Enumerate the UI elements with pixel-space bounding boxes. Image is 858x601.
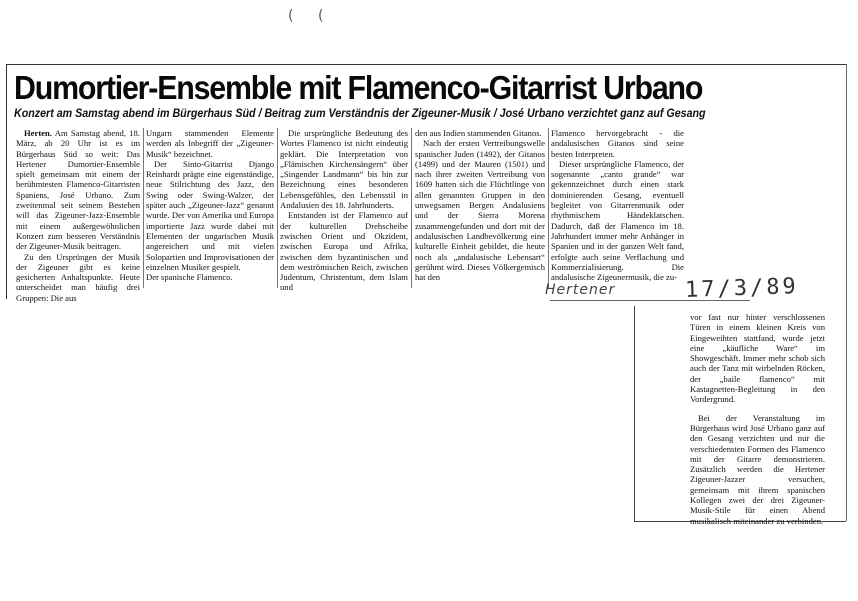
paragraph: Flamenco hervorgebracht - die andalusischen Gitanos sind seine besten Interpreten. [551, 128, 684, 159]
clipping-border-left [6, 64, 7, 299]
paragraph: Ungarn stammenden Elemente werden als Inbegriff der „Zigeuner-Musik“ bezeichnet. [146, 128, 274, 159]
handwritten-source: Hertener [545, 282, 616, 298]
column-rule [548, 128, 549, 288]
column-rule [277, 128, 278, 288]
paragraph: Nach der ersten Vertreibungswelle spanischer Juden (1492), der Gitanos (1499) und der Mauren (1501) und nach ihrer zweiten Vertreibung von 1609 hatten sich die Flüchtlinge von allen genannten Gruppen in den unwegsamen Bergen Andalusiens und der Sierra Morena zusammengefunden und dort mit der andalusischen Landbevölkerung eine kulturelle Einheit gebildet, die heute noch als „andalusische Lebensart“ gerühmt wird. Dieses Völkergemisch hat den [415, 138, 545, 283]
paragraph: den aus Indien stammenden Gitanos. [415, 128, 542, 138]
article-column-4 [415, 128, 545, 282]
dateline: Herten. [24, 128, 52, 138]
headline: Dumortier-Ensemble mit Flamenco-Gitarrist Urbano [14, 69, 703, 106]
scan-artifact: ( [288, 8, 294, 24]
paragraph: Herten. Am Samstag abend, 18. März, ab 20 Uhr ist es im Bürgerhaus Süd so weit: Das Hertener Dumortier-Ensemble spielt gemeinsam mit einem der berühmtesten Flamenco-Gitarristen Spaniens, José Urbano. Zum zweitenmal seit seinem Bestehen will das Zigeuner-Jazz-Ensemble mit einem außergewöhnlichen Konzert zum besseren Verständnis der Zigeuner-Musik beitragen. [16, 128, 140, 252]
section-heading: Der spanische Flamenco. [146, 272, 233, 283]
paragraph: Dieser ursprüngliche Flamenco, der sogenannte „canto grande“ war gekennzeichnet durch einen stark dominierenden Gesang, eventuell begleitet von Gitarrenmusik oder rhythmischem Händeklatschen. Dadurch, daß der Flamenco im 18. Jahrhundert immer mehr Anhänger in Spanien und in der ganzen Welt fand, erfolgte auch seine Verflachung und Kommerzialisierung. Die andalusische Zigeunermusik, die zu- [551, 158, 684, 283]
article-column-1 [16, 128, 140, 303]
article-continuation-column [690, 312, 825, 526]
divider [550, 300, 750, 301]
paragraph: vor fast nur hinter verschlossenen Türen in einem kleinen Kreis von Eingeweihten stattfand, wurde jetzt eine „käufliche Ware“ im Showgeschäft. Immer mehr schob sich auch der Tanz mit wirbelnden Röcken, der „baile flamenco“ mit Kastagnetten-Begleitung in den Vordergrund. [690, 312, 825, 405]
article-column-2 [146, 128, 274, 282]
paragraph: Bei der Veranstaltung im Bürgerhaus wird José Urbano ganz auf den Gesang verzichten und nur die verschiedensten Formen des Flamenco mit der Gitarre demonstrieren. Zusätzlich werden die Hertener Zigeuner-Jazzer versuchen, gemeinsam mit ihrem spanischen Kollegen zwei der drei Zigeuner-Musik-Stile für einen Abend musikalisch miteinander zu verbinden. [690, 412, 825, 526]
article-column-3 [280, 128, 408, 293]
column-rule [411, 128, 412, 288]
article-column-5 [551, 128, 684, 282]
subheadline: Konzert am Samstag abend im Bürgerhaus Süd / Beitrag zum Verständnis der Zigeuner-Musik / José Urbano verzichtet ganz auf Gesang [14, 106, 706, 120]
handwritten-date: 17/3/89 [684, 274, 800, 303]
clipping-border-right [846, 64, 847, 521]
paragraph: Zu den Ursprüngen der Musik der Zigeuner gibt es keine gesicherten Anhaltspunkte. Heute unterscheidet man häufig drei Gruppen: Die aus [16, 251, 140, 303]
paragraph: Der Sinto-Gitarrist Django Reinhardt prägte eine eigenständige, neue Stilrichtung des Jazz, den Swing oder Swing-Walzer, der später auch „Zigeuner-Jazz“ genannt wurde. Der von Amerika und Europa importierte Jazz wurde dabei mit Elementen der ungarischen Musik angereichert und mit vielen Solopartien und Improvisationen der einzelnen Musiker gespielt. [146, 158, 274, 272]
clipping-border-left [634, 306, 635, 521]
paragraph: Entstanden ist der Flamenco auf der kulturellen Drehscheibe zwischen Orient und Okzident, zwischen Europa und Afrika, zwischen dem byzantinischen und dem weströmischen Reich, zwischen Judentum, Christentum, dem Islam und [280, 210, 408, 293]
column-rule [143, 128, 144, 288]
clipping-border-top [6, 64, 846, 65]
scan-artifact: ( [318, 8, 324, 24]
paragraph: Die ursprüngliche Bedeutung des Wortes Flamenco ist nicht eindeutig geklärt. Die Interpretation von „Flämischen Kirchensängern“ über „Singender Landmann“ bis hin zur Bezeichnung eines besonderen Lebensgefühles, den Lebensstil in Andalusien des 18. Jahrhunderts. [280, 128, 408, 211]
